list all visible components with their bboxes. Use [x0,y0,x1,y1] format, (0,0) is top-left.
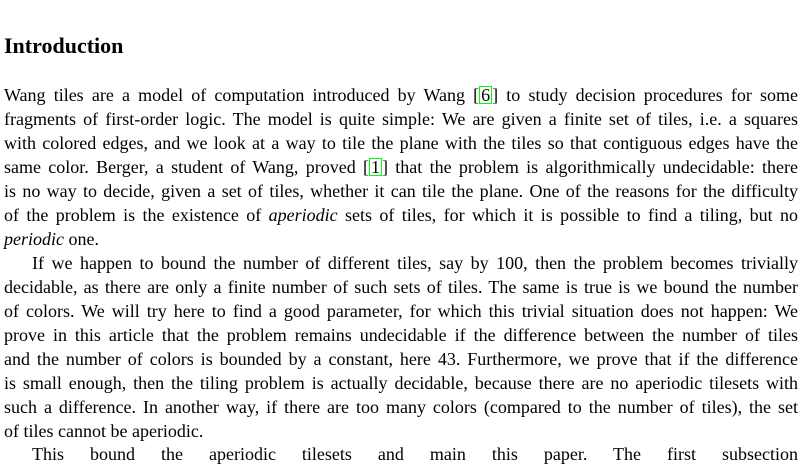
paragraph-2-line-1: If we happen to bound the number of different tiles, say by 100, then the problem becomes trivially [32,253,798,273]
paragraph-2-line-8: of tiles cannot be aperiodic. [4,421,204,441]
paragraph-1-line-3: with colored edges, and we look at a way to tile the plane with the tiles so that contiguous edges have the [4,133,798,153]
emphasis-aperiodic: aperiodic [268,205,338,225]
text-run: ] to study decision procedures for some [492,85,798,105]
text-run: Wang tiles are a model of computation introduced by Wang [ [4,85,480,105]
paragraph-1-line-5: is no way to decide, given a set of tiles, whether it can tile the plane. One of the reasons for the difficulty [4,181,798,201]
paragraph-2-line-2: decidable, as there are only a finite number of such sets of tiles. The same is true is we bound the number [4,277,798,297]
text-run: same color. Berger, a student of Wang, proved [ [4,157,369,177]
section-heading: Introduction [4,33,124,58]
citation-number: 6 [481,85,491,105]
citation-link-6[interactable] [479,85,492,105]
paragraph-2-line-5: and the number of colors is bounded by a constant, here 43. Furthermore, we prove that if the difference [4,349,798,369]
text-run: ] that the problem is algorithmically undecidable: there [382,157,798,177]
text-run: one. [64,229,99,249]
citation-number: 1 [371,157,380,177]
paragraph-1-line-1 [4,83,798,107]
text-run: of the problem is the existence of [4,205,269,225]
emphasis-periodic: periodic [4,229,64,249]
paragraph-1-line-6 [4,203,798,227]
paragraph-2-line-6: is small enough, then the tiling problem is actually decidable, because there are no aperiodic tilesets with [4,373,798,393]
paragraph-1-line-4 [4,155,798,179]
paragraph-1-line-7 [4,227,798,251]
paragraph-2-line-3: of colors. We will try here to find a good parameter, for which this trivial situation does not happen: We [4,301,798,321]
paragraph-2-line-7: such a difference. In another way, if there are too many colors (compared to the number of tiles), the set [4,397,798,417]
paragraph-2-line-4: prove in this article that the problem remains undecidable if the difference between the number of tiles [4,325,798,345]
paragraph-1-line-2: fragments of first-order logic. The model is quite simple: We are given a finite set of tiles, i.e. a squares [4,109,798,129]
text-run: sets of tiles, for which it is possible to find a tiling, but no [337,205,798,225]
citation-link-1[interactable] [369,157,382,177]
paragraph-3-line-1: This bound the aperiodic tilesets and main this paper. The first subsection [32,444,798,464]
